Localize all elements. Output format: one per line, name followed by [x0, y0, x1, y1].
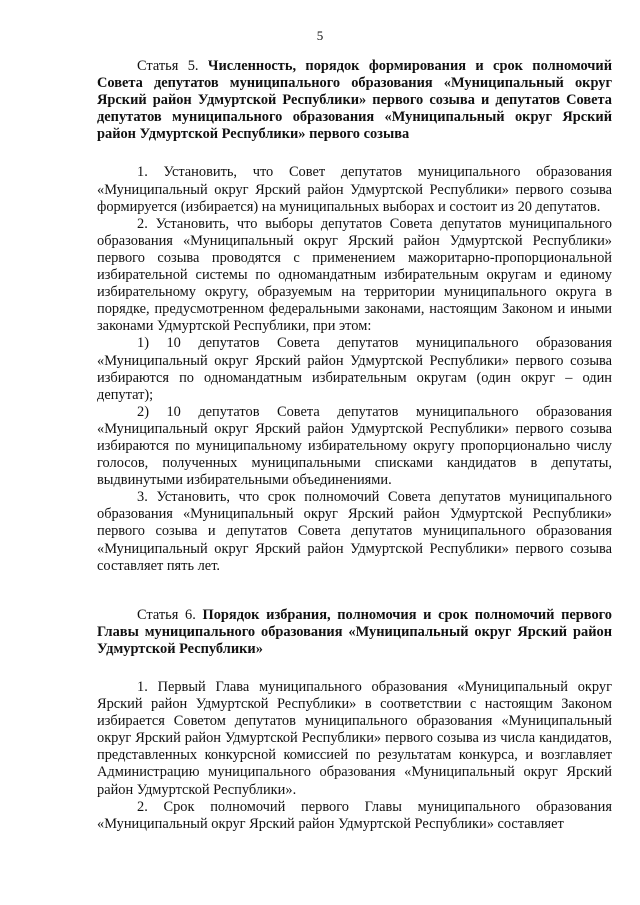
- article-6: [97, 607, 612, 833]
- article-number: Статья 6.: [137, 606, 196, 623]
- paragraph: 1. Первый Глава муниципального образования «Муниципальный округ Ярский район Удмуртской Республики» в соответствии с настоящим Законом избирается Советом депутатов муниципального образования «Муниципальный округ Ярский район Удмуртской Республики» первого созыва из числа кандидатов, представленных конкурсной комиссией по результатам конкурса, и возглавляет Администрацию муниципального образования «Муниципальный округ Ярский район Удмуртской Республики».: [97, 679, 612, 798]
- paragraph: 2) 10 депутатов Совета депутатов муниципального образования «Муниципальный округ Ярский район Удмуртской Республики» первого созыва избираются по муниципальному избирательному округу пропорционально числу голосов, полученных муниципальными списками кандидатов в депутаты, выдвинутыми избирательными объединениями.: [97, 403, 612, 489]
- paragraph: 1. Установить, что Совет депутатов муниципального образования «Муниципальный округ Ярский район Удмуртской Республики» первого созыва формируется (избирается) на муниципальных выборах и состоит из 20 депутатов.: [97, 164, 612, 215]
- article-heading: [97, 58, 612, 143]
- paragraph: 2. Срок полномочий первого Главы муниципального образования «Муниципальный округ Ярский район Удмуртской Республики» составляет: [97, 798, 612, 832]
- paragraph: 1) 10 депутатов Совета депутатов муниципального образования «Муниципальный округ Ярский район Удмуртской Республики» первого созыва избираются по одномандатным избирательным округам (один округ – один депутат);: [97, 335, 612, 403]
- paragraph: 3. Установить, что срок полномочий Совета депутатов муниципального образования «Муниципальный округ Ярский район Удмуртской Республики» первого созыва и депутатов Совета депутатов муниципального образования «Муниципальный округ Ярский район Удмуртской Республики» первого созыва составляет пять лет.: [97, 489, 612, 574]
- document-body: [97, 58, 612, 833]
- article-5: [97, 58, 612, 575]
- article-heading: [97, 607, 612, 658]
- article-title: Порядок избрания, полномочия и срок полномочий первого Главы муниципального образования «Муниципальный округ Ярский район Удмуртской Республики»: [97, 606, 613, 657]
- page-number: 5: [316, 28, 324, 43]
- paragraph: 2. Установить, что выборы депутатов Совета депутатов муниципального образования «Муниципальный округ Ярский район Удмуртской Республики» первого созыва проводятся с применением мажоритарно-пропорциональной избирательной системы по одномандатным избирательным округам и единому избирательному округу, образуемым на территории муниципального округа в порядке, предусмотренном федеральными законами, настоящим Законом и иными законами Удмуртской Республики, при этом:: [97, 215, 612, 335]
- article-title: Численность, порядок формирования и срок полномочий Совета депутатов муниципального образования «Муниципальный округ Ярский район Удмуртской Республики» первого созыва и депутатов Совета депутатов муниципального образования «Муниципальный округ Ярский район Удмуртской Республики» первого созыва: [97, 58, 613, 143]
- article-number: Статья 5.: [137, 58, 199, 74]
